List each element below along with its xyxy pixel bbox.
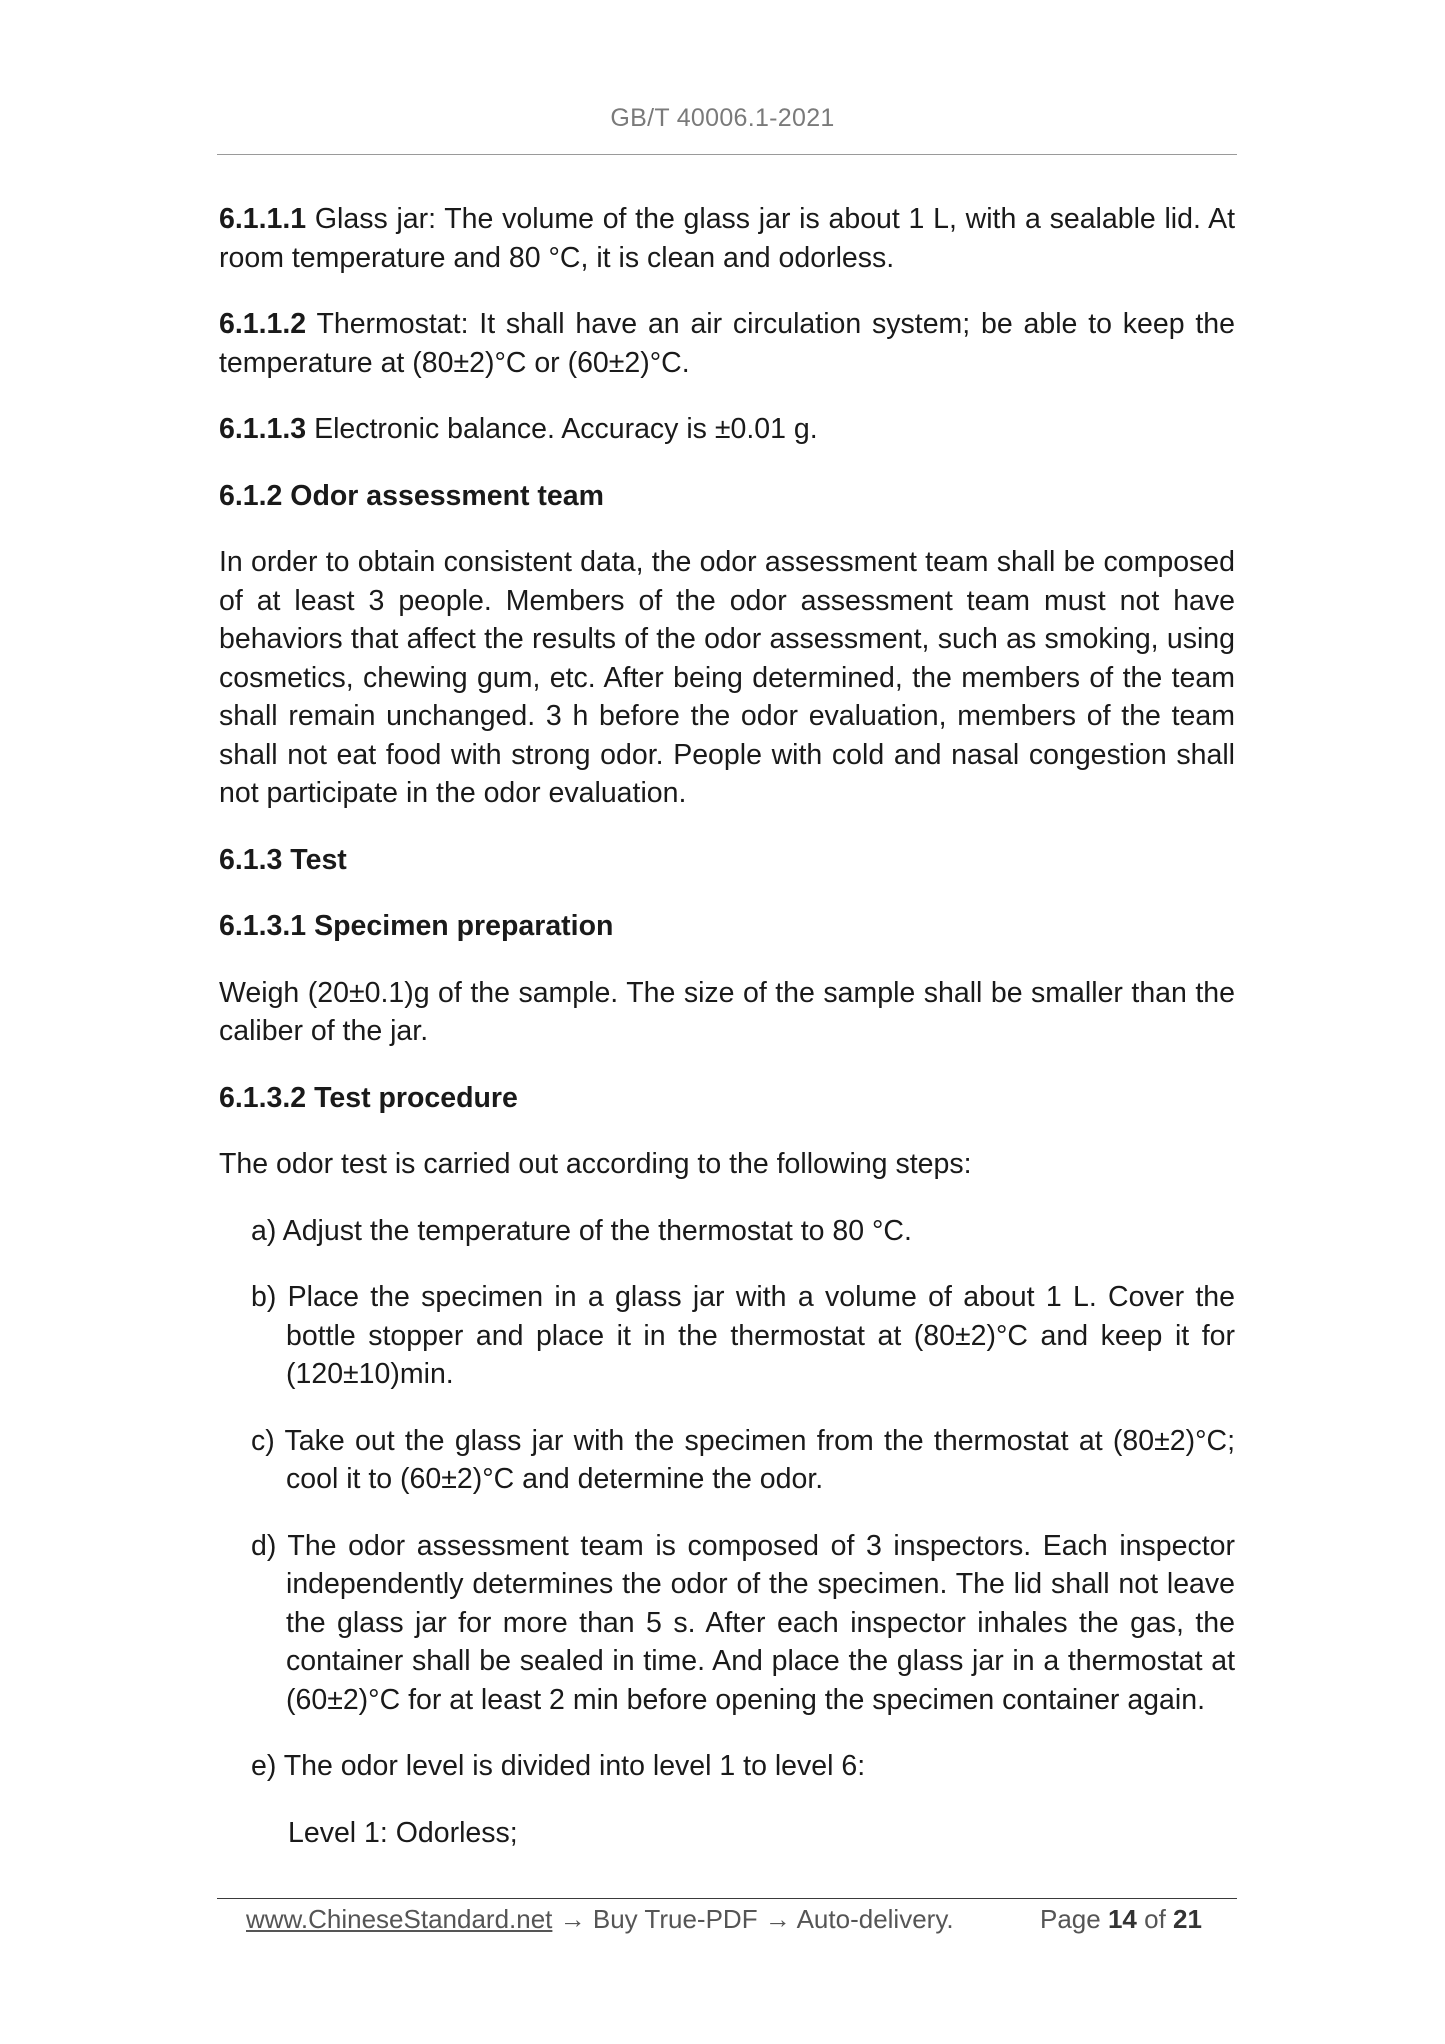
paragraph-test-intro: The odor test is carried out according to the following steps: <box>219 1148 972 1180</box>
buy-text: Buy True-PDF <box>585 1904 765 1934</box>
footer-divider <box>217 1898 1237 1899</box>
list-item: b) Place the specimen in a glass jar with a volume of about 1 L. Cover the bottle stopper and place it in the thermostat at (80±2)°C and keep it for (120±10)min. <box>251 1281 1235 1390</box>
clause-text: Glass jar: The volume of the glass jar is about 1 L, with a sealable lid. At room temperature and 80 °C, it is clean and odorless. <box>219 203 1235 274</box>
clause-text: Thermostat: It shall have an air circulation system; be able to keep the temperature at (80±2)°C or (60±2)°C. <box>219 308 1235 379</box>
page-indicator <box>1040 1904 1202 1935</box>
header-divider <box>217 154 1237 155</box>
heading-6-1-3-2: 6.1.3.2 Test procedure <box>219 1081 518 1114</box>
clause-number: 6.1.1.1 <box>219 203 307 235</box>
clause-6-1-1-1 <box>219 200 1235 277</box>
page-number: 14 <box>1107 1904 1137 1934</box>
arrow-icon: → <box>559 1904 586 1934</box>
auto-delivery-text: Auto-delivery. <box>790 1904 954 1934</box>
odor-level-1: Level 1: Odorless; <box>288 1816 518 1849</box>
list-item: d) The odor assessment team is composed of 3 inspectors. Each inspector independently determines the odor of the specimen. The lid shall not leave the glass jar for more than 5 s. After each inspector inhales the gas, the container shall be sealed in time. And place the glass jar in a thermostat at (60±2)°C for at least 2 min before opening the specimen container again. <box>251 1529 1235 1716</box>
clause-number: 6.1.1.3 <box>219 413 307 445</box>
clause-6-1-1-3 <box>219 410 1235 449</box>
heading-6-1-3: 6.1.3 Test <box>219 843 347 876</box>
list-item: c) Take out the glass jar with the specimen from the thermostat at (80±2)°C; cool it to (60±2)°C and determine the odor. <box>251 1424 1235 1495</box>
heading-6-1-2: 6.1.2 Odor assessment team <box>219 479 604 512</box>
website-link[interactable]: www.ChineseStandard.net <box>246 1904 553 1934</box>
clause-6-1-1-2 <box>219 305 1235 382</box>
list-item: e) The odor level is divided into level 1 to level 6: <box>251 1750 866 1782</box>
page-label: Page <box>1040 1904 1101 1934</box>
footer-promo <box>246 1904 954 1935</box>
paragraph-specimen-preparation: Weigh (20±0.1)g of the sample. The size of the sample shall be smaller than the caliber of the jar. <box>219 976 1235 1047</box>
of-label: of <box>1144 1904 1166 1934</box>
total-pages: 21 <box>1173 1904 1202 1934</box>
clause-text: Electronic balance. Accuracy is ±0.01 g. <box>306 413 818 445</box>
list-item: a) Adjust the temperature of the thermostat to 80 °C. <box>251 1214 912 1247</box>
arrow-icon: → <box>764 1904 791 1934</box>
document-code-header: GB/T 40006.1-2021 <box>610 104 835 132</box>
clause-number: 6.1.1.2 <box>219 308 307 340</box>
heading-6-1-3-1: 6.1.3.1 Specimen preparation <box>219 910 614 942</box>
page-body <box>219 200 1235 1880</box>
paragraph-odor-team: In order to obtain consistent data, the odor assessment team shall be composed of at least 3 people. Members of the odor assessment team must not have behaviors that affect the results of the odor assessment, such as smoking, using cosmetics, chewing gum, etc. After being determined, the members of the team shall remain unchanged. 3 h before the odor evaluation, members of the team shall not eat food with strong odor. People with cold and nasal congestion shall not participate in the odor evaluation. <box>219 546 1235 809</box>
